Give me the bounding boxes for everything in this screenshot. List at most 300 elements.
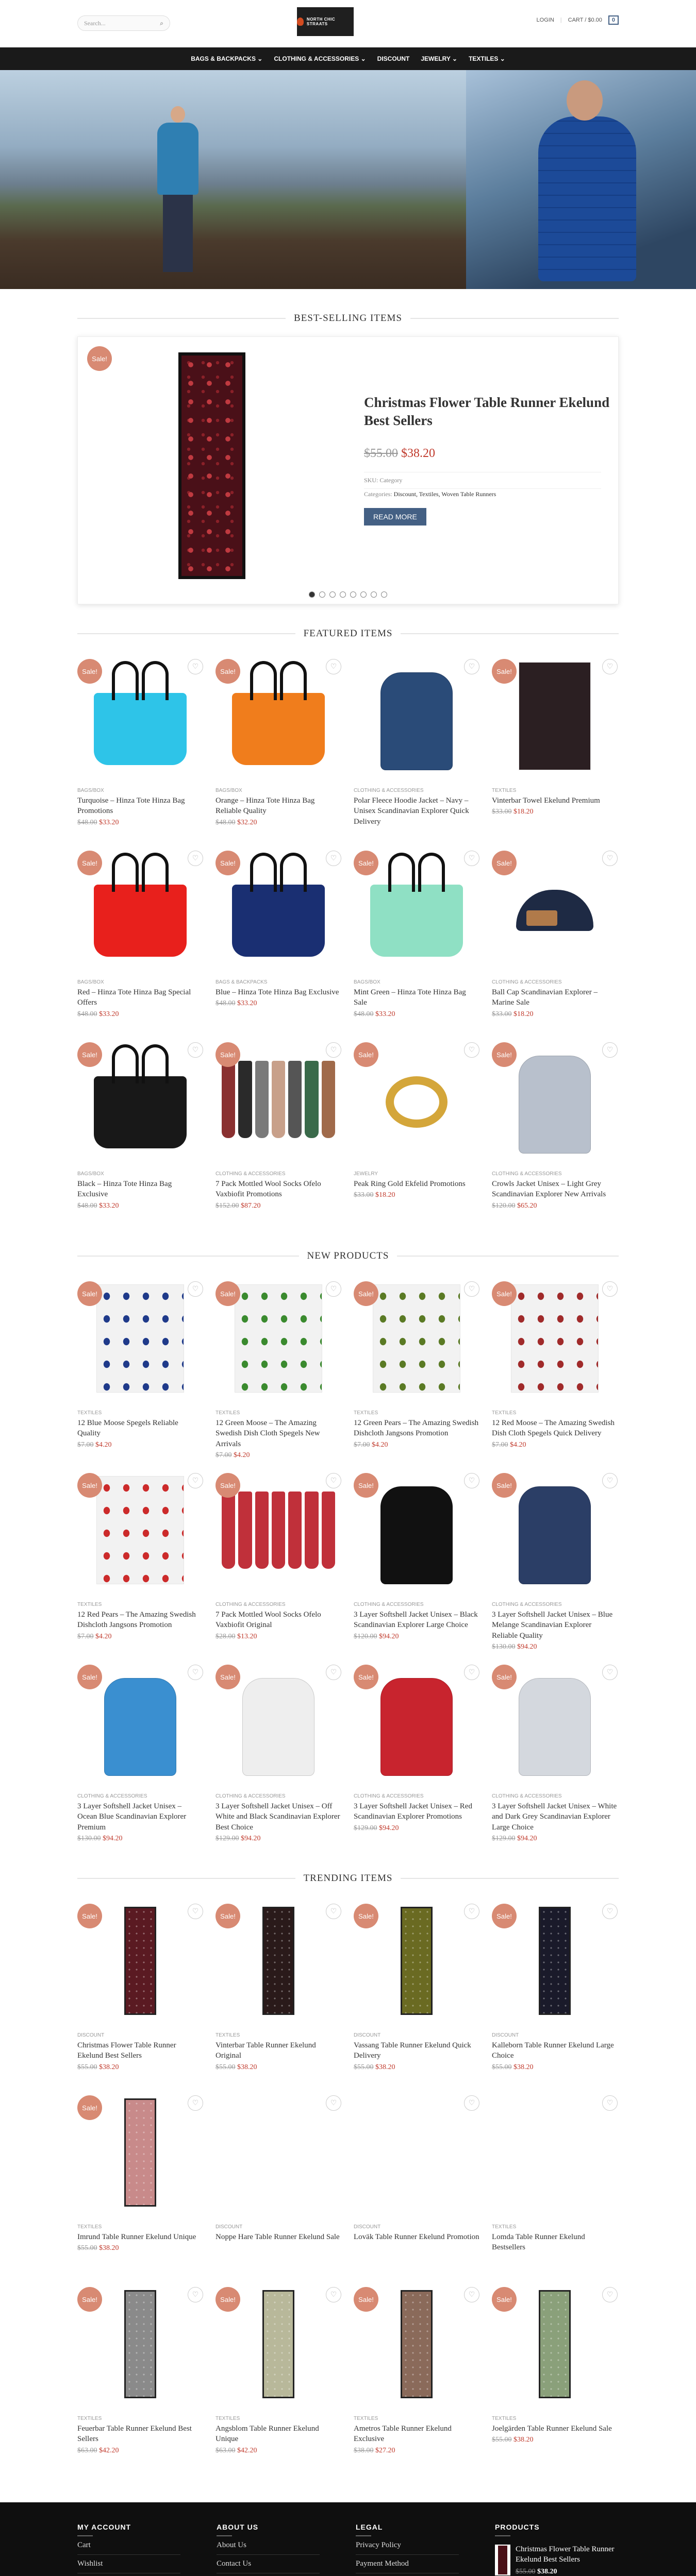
slider-dot[interactable] xyxy=(371,591,377,598)
product-price xyxy=(216,2063,341,2072)
wishlist-heart-icon[interactable]: ♡ xyxy=(188,1281,203,1297)
best-selling-slider[interactable] xyxy=(77,336,619,604)
search-placeholder: Search... xyxy=(84,19,106,27)
footer-about-link[interactable]: Contact Us xyxy=(217,2555,320,2573)
sale-price: $38.20 xyxy=(513,2063,534,2071)
sale-price: $18.20 xyxy=(513,1010,534,1018)
product-name[interactable]: Vassang Table Runner Ekelund Quick Delivery xyxy=(354,2041,471,2060)
slide-title[interactable]: Christmas Flower Table Runner Ekelund Best Sellers xyxy=(364,395,610,429)
product-image[interactable] xyxy=(77,1035,203,1164)
product-card[interactable] xyxy=(77,1035,203,1227)
product-name[interactable]: Loväk Table Runner Ekelund Promotion xyxy=(354,2233,479,2241)
product-category[interactable]: CLOTHING & ACCESSORIES xyxy=(216,1793,286,1799)
old-price: $55.00 xyxy=(354,2063,374,2071)
product-card[interactable] xyxy=(216,652,341,843)
product-price xyxy=(77,2447,203,2455)
bag-image xyxy=(94,1076,187,1148)
sale-badge: Sale! xyxy=(216,1904,240,1928)
product-name[interactable]: Feuerbar Table Runner Ekelund Best Sellers xyxy=(77,2425,192,2444)
product-card[interactable] xyxy=(216,1896,341,2088)
wishlist-heart-icon[interactable]: ♡ xyxy=(326,1042,341,1058)
product-category[interactable]: CLOTHING & ACCESSORIES xyxy=(216,1602,286,1607)
wishlist-heart-icon[interactable]: ♡ xyxy=(602,2287,618,2302)
wishlist-heart-icon[interactable]: ♡ xyxy=(464,1042,479,1058)
wishlist-heart-icon[interactable]: ♡ xyxy=(326,851,341,866)
wishlist-heart-icon[interactable]: ♡ xyxy=(464,1665,479,1680)
product-name[interactable]: 7 Pack Mottled Wool Socks Ofelo Vaxbiofit Original xyxy=(216,1611,321,1630)
product-image[interactable] xyxy=(77,1657,203,1786)
product-image[interactable] xyxy=(492,843,618,972)
product-card[interactable] xyxy=(77,1274,203,1466)
product-category[interactable]: CLOTHING & ACCESSORIES xyxy=(492,1171,562,1177)
site-logo[interactable] xyxy=(297,7,354,36)
wishlist-heart-icon[interactable]: ♡ xyxy=(326,1665,341,1680)
wishlist-heart-icon[interactable]: ♡ xyxy=(602,2095,618,2111)
product-price xyxy=(216,1202,341,1210)
bag-image xyxy=(232,693,325,765)
old-price: $55.00 xyxy=(216,2063,236,2071)
product-category[interactable]: CLOTHING & ACCESSORIES xyxy=(354,1793,424,1799)
search-icon[interactable]: ⌕ xyxy=(160,19,163,27)
product-card[interactable] xyxy=(216,1035,341,1227)
flame-icon xyxy=(297,18,304,26)
product-price xyxy=(216,1835,341,1843)
product-image[interactable] xyxy=(216,2088,341,2217)
footer-about-link[interactable]: About Us xyxy=(217,2536,320,2555)
product-image[interactable] xyxy=(77,652,203,781)
jacket-image xyxy=(380,1678,453,1776)
product-name[interactable]: Noppe Hare Table Runner Ekelund Sale xyxy=(216,2233,340,2241)
product-name[interactable]: Angsblom Table Runner Ekelund Unique xyxy=(216,2425,319,2444)
footer-account-link[interactable] xyxy=(77,2573,180,2576)
slider-dot[interactable] xyxy=(381,591,387,598)
slider-dot[interactable] xyxy=(319,591,325,598)
dishcloth-image xyxy=(235,1284,322,1393)
product-image[interactable] xyxy=(492,1657,618,1786)
product-image[interactable] xyxy=(354,843,479,972)
product-image[interactable] xyxy=(77,2088,203,2217)
wishlist-heart-icon[interactable]: ♡ xyxy=(326,1473,341,1488)
product-card[interactable] xyxy=(492,2280,618,2471)
product-image[interactable] xyxy=(216,1896,341,2025)
product-category[interactable]: BAGS/BOX xyxy=(216,788,242,793)
product-image[interactable] xyxy=(216,843,341,972)
sale-badge: Sale! xyxy=(354,1042,378,1067)
product-name[interactable]: Turquoise – Hinza Tote Hinza Bag Promotions xyxy=(77,796,185,816)
product-category[interactable]: BAGS & BACKPACKS xyxy=(216,979,268,985)
wishlist-heart-icon[interactable]: ♡ xyxy=(188,851,203,866)
product-card[interactable] xyxy=(77,843,203,1035)
product-image[interactable] xyxy=(216,2280,341,2409)
product-image[interactable] xyxy=(77,1466,203,1595)
product-card[interactable] xyxy=(492,1035,618,1227)
product-category[interactable]: TEXTILES xyxy=(216,2416,240,2421)
sale-price: $33.20 xyxy=(99,818,119,826)
slide-categories: Categories: Discount, Textiles, Woven Table Runners xyxy=(364,490,496,498)
product-card[interactable] xyxy=(354,2088,479,2280)
product-category[interactable]: TEXTILES xyxy=(354,1410,378,1416)
product-category[interactable]: TEXTILES xyxy=(492,788,517,793)
product-category[interactable]: DISCOUNT xyxy=(492,2032,519,2038)
product-card[interactable] xyxy=(492,652,618,843)
product-card[interactable] xyxy=(216,1466,341,1657)
sale-badge: Sale! xyxy=(77,1473,102,1498)
product-card[interactable] xyxy=(77,652,203,843)
wishlist-heart-icon[interactable]: ♡ xyxy=(602,1904,618,1919)
wishlist-heart-icon[interactable]: ♡ xyxy=(188,1665,203,1680)
product-name[interactable]: Joelgärden Table Runner Ekelund Sale xyxy=(492,2425,612,2433)
wishlist-heart-icon[interactable]: ♡ xyxy=(602,1281,618,1297)
product-name[interactable]: Kalleborn Table Runner Ekelund Large Choice xyxy=(492,2041,614,2060)
runner-image xyxy=(539,1907,571,2015)
sale-price: $13.20 xyxy=(237,1632,257,1640)
sale-badge: Sale! xyxy=(216,1281,240,1306)
sale-price: $94.20 xyxy=(379,1824,399,1832)
sale-price: $33.20 xyxy=(237,999,257,1008)
old-price: $63.00 xyxy=(216,2446,236,2454)
wishlist-heart-icon[interactable]: ♡ xyxy=(602,851,618,866)
product-image[interactable] xyxy=(178,352,245,579)
hero-image-mountains xyxy=(0,70,466,289)
product-card[interactable] xyxy=(354,843,479,1035)
product-card[interactable] xyxy=(492,1274,618,1466)
product-price xyxy=(492,2063,618,2072)
search-input[interactable] xyxy=(77,15,170,31)
product-category[interactable]: JEWELRY xyxy=(354,1171,378,1177)
product-name[interactable]: 3 Layer Softshell Jacket Unisex – Off White and Black Scandinavian Explorer Best Choice xyxy=(216,1802,340,1832)
wishlist-heart-icon[interactable]: ♡ xyxy=(464,1904,479,1919)
wishlist-heart-icon[interactable]: ♡ xyxy=(464,2095,479,2111)
product-image[interactable] xyxy=(354,652,479,781)
product-card[interactable] xyxy=(216,2088,341,2280)
product-image[interactable] xyxy=(354,1035,479,1164)
sale-badge: Sale! xyxy=(354,851,378,875)
product-price xyxy=(216,999,341,1008)
product-category[interactable]: DISCOUNT xyxy=(77,2032,105,2038)
product-image[interactable] xyxy=(354,1466,479,1595)
product-name[interactable]: Crowls Jacket Unisex – Light Grey Scandinavian Explorer New Arrivals xyxy=(492,1180,606,1199)
nav-item-2[interactable]: DISCOUNT xyxy=(377,55,410,62)
product-card[interactable] xyxy=(77,1896,203,2088)
sale-badge: Sale! xyxy=(77,2287,102,2312)
wishlist-heart-icon[interactable]: ♡ xyxy=(188,659,203,674)
slide-sku: SKU: Category xyxy=(364,472,601,489)
product-name[interactable]: 12 Red Moose – The Amazing Swedish Dish Cloth Spegels Quick Delivery xyxy=(492,1419,615,1438)
product-card[interactable] xyxy=(492,2088,618,2280)
product-category[interactable]: DISCOUNT xyxy=(216,2224,243,2230)
product-image[interactable] xyxy=(354,1896,479,2025)
footer-product-name[interactable]: Christmas Flower Table Runner Ekelund Best Sellers xyxy=(515,2545,615,2564)
section-heading-new: NEW PRODUCTS xyxy=(77,1250,619,1262)
product-card[interactable] xyxy=(492,843,618,1035)
old-price: $48.00 xyxy=(216,999,236,1008)
sale-price: $4.20 xyxy=(95,1632,112,1640)
sale-price: $65.20 xyxy=(517,1201,537,1210)
section-heading-best: BEST-SELLING ITEMS xyxy=(77,313,619,324)
nav-item-3[interactable]: JEWELRY ⌄ xyxy=(421,55,458,62)
footer-about-link[interactable] xyxy=(217,2573,320,2576)
product-image[interactable] xyxy=(216,1466,341,1595)
sale-price: $4.20 xyxy=(234,1451,250,1459)
nav-item-1[interactable]: CLOTHING & ACCESSORIES ⌄ xyxy=(274,55,366,62)
product-price xyxy=(354,2447,479,2455)
new-products-grid xyxy=(77,1274,619,1849)
wishlist-heart-icon[interactable]: ♡ xyxy=(464,659,479,674)
dishcloth-image xyxy=(96,1476,184,1584)
product-name[interactable]: Vinterbar Towel Ekelund Premium xyxy=(492,796,600,805)
wishlist-heart-icon[interactable]: ♡ xyxy=(602,659,618,674)
product-category[interactable]: CLOTHING & ACCESSORIES xyxy=(216,1171,286,1177)
old-price: $7.00 xyxy=(216,1451,232,1459)
nav-item-4[interactable]: TEXTILES ⌄ xyxy=(469,55,505,62)
product-image[interactable] xyxy=(492,1274,618,1403)
old-price: $129.00 xyxy=(216,1834,239,1842)
slide-price: $55.00 $38.20 xyxy=(364,447,435,460)
product-name[interactable]: 3 Layer Softshell Jacket Unisex – Blue Melange Scandinavian Explorer Reliable Quality xyxy=(492,1611,613,1640)
product-name[interactable]: Ametros Table Runner Ekelund Exclusive xyxy=(354,2425,452,2444)
product-category[interactable]: BAGS/BOX xyxy=(77,1171,104,1177)
old-price: $48.00 xyxy=(77,1201,97,1210)
old-price: $7.00 xyxy=(492,1440,508,1449)
wishlist-heart-icon[interactable]: ♡ xyxy=(464,2287,479,2302)
product-name[interactable]: Lomda Table Runner Ekelund Bestsellers xyxy=(492,2233,585,2252)
product-name[interactable]: Peak Ring Gold Ekfelid Promotions xyxy=(354,1180,466,1188)
product-name[interactable]: 3 Layer Softshell Jacket Unisex – Ocean Blue Scandinavian Explorer Premium xyxy=(77,1802,187,1832)
old-price: $130.00 xyxy=(492,1642,516,1651)
product-price xyxy=(216,819,341,827)
product-category[interactable]: CLOTHING & ACCESSORIES xyxy=(354,1602,424,1607)
footer-legal: LEGAL Privacy Policy Payment Method xyxy=(356,2523,495,2576)
wishlist-heart-icon[interactable]: ♡ xyxy=(326,1281,341,1297)
product-card[interactable] xyxy=(492,1896,618,2088)
cart-link[interactable]: CART / $0.00 xyxy=(568,17,602,23)
wishlist-heart-icon[interactable]: ♡ xyxy=(464,851,479,866)
sale-badge: Sale! xyxy=(354,1665,378,1689)
product-category[interactable]: TEXTILES xyxy=(492,2416,517,2421)
product-name[interactable]: 3 Layer Softshell Jacket Unisex – White and Dark Grey Scandinavian Explorer Large Choice xyxy=(492,1802,617,1832)
sale-price: $18.20 xyxy=(375,1191,395,1199)
sale-badge: Sale! xyxy=(354,2287,378,2312)
product-card[interactable] xyxy=(77,2088,203,2280)
product-category[interactable]: TEXTILES xyxy=(216,1410,240,1416)
dishcloth-image xyxy=(373,1284,460,1393)
product-price xyxy=(492,1202,618,1210)
product-card[interactable] xyxy=(354,1274,479,1466)
jacket-image xyxy=(380,1486,453,1584)
read-more-button[interactable]: READ MORE xyxy=(364,508,426,526)
product-image[interactable] xyxy=(492,1896,618,2025)
footer-legal-link[interactable]: Payment Method xyxy=(356,2555,459,2573)
product-card[interactable] xyxy=(354,1035,479,1227)
product-image[interactable] xyxy=(354,2088,479,2217)
wishlist-heart-icon[interactable]: ♡ xyxy=(188,2095,203,2111)
product-category[interactable]: TEXTILES xyxy=(492,1410,517,1416)
product-price xyxy=(492,1010,618,1019)
wishlist-heart-icon[interactable]: ♡ xyxy=(464,1473,479,1488)
sale-price: $32.20 xyxy=(237,818,257,826)
cart-count-badge[interactable]: 0 xyxy=(608,15,619,25)
slider-dot[interactable] xyxy=(360,591,367,598)
product-category[interactable]: DISCOUNT xyxy=(354,2032,381,2038)
product-name[interactable]: 12 Red Pears – The Amazing Swedish Dishcloth Jangsons Promotion xyxy=(77,1611,196,1630)
wishlist-heart-icon[interactable]: ♡ xyxy=(188,1473,203,1488)
product-category[interactable]: CLOTHING & ACCESSORIES xyxy=(492,1602,562,1607)
product-image[interactable] xyxy=(77,2280,203,2409)
product-card[interactable] xyxy=(354,1466,479,1657)
product-card[interactable] xyxy=(492,1466,618,1657)
slider-dot[interactable] xyxy=(309,591,315,598)
product-image[interactable] xyxy=(492,1035,618,1164)
product-image[interactable] xyxy=(216,1274,341,1403)
sale-price: $94.20 xyxy=(379,1632,399,1640)
wishlist-heart-icon[interactable]: ♡ xyxy=(464,1281,479,1297)
sale-price: $4.20 xyxy=(510,1440,526,1449)
wishlist-heart-icon[interactable]: ♡ xyxy=(326,2095,341,2111)
bag-image xyxy=(94,693,187,765)
product-name[interactable]: Polar Fleece Hoodie Jacket – Navy – Unisex Scandinavian Explorer Quick Delivery xyxy=(354,796,469,826)
product-category[interactable]: TEXTILES xyxy=(77,1410,102,1416)
product-name[interactable]: Black – Hinza Tote Hinza Bag Exclusive xyxy=(77,1180,172,1199)
product-category[interactable]: TEXTILES xyxy=(77,2224,102,2230)
product-category[interactable]: CLOTHING & ACCESSORIES xyxy=(492,979,562,985)
wishlist-heart-icon[interactable]: ♡ xyxy=(602,1473,618,1488)
product-name[interactable]: 12 Blue Moose Spegels Reliable Quality xyxy=(77,1419,178,1438)
wishlist-heart-icon[interactable]: ♡ xyxy=(326,1904,341,1919)
product-price xyxy=(77,2063,203,2072)
footer-account-link[interactable]: Cart xyxy=(77,2536,180,2555)
sale-badge: Sale! xyxy=(216,1665,240,1689)
jacket-image xyxy=(519,1486,591,1584)
slider-dot[interactable] xyxy=(329,591,336,598)
product-image[interactable] xyxy=(77,1274,203,1403)
footer-about: ABOUT US About Us Contact Us xyxy=(217,2523,356,2576)
product-name[interactable]: 12 Green Moose – The Amazing Swedish Dish Cloth Spegels New Arrivals xyxy=(216,1419,320,1448)
product-name[interactable]: Red – Hinza Tote Hinza Bag Special Offers xyxy=(77,988,191,1007)
product-name[interactable]: Orange – Hinza Tote Hinza Bag Reliable Quality xyxy=(216,796,315,816)
product-category[interactable]: BAGS/BOX xyxy=(77,788,104,793)
product-card[interactable] xyxy=(354,652,479,843)
sale-price: $94.20 xyxy=(517,1834,537,1842)
product-category[interactable]: CLOTHING & ACCESSORIES xyxy=(354,788,424,793)
product-name[interactable]: Imrund Table Runner Ekelund Unique xyxy=(77,2233,196,2241)
product-price xyxy=(492,808,618,816)
product-category[interactable]: TEXTILES xyxy=(492,2224,517,2230)
product-image[interactable] xyxy=(492,2088,618,2217)
product-image[interactable] xyxy=(216,1035,341,1164)
product-image[interactable] xyxy=(492,1466,618,1595)
product-card[interactable] xyxy=(354,1896,479,2088)
product-category[interactable]: TEXTILES xyxy=(216,2032,240,2038)
product-image[interactable] xyxy=(492,2280,618,2409)
product-card[interactable] xyxy=(216,2280,341,2471)
product-name[interactable]: Blue – Hinza Tote Hinza Bag Exclusive xyxy=(216,988,339,996)
old-price: $129.00 xyxy=(354,1824,377,1832)
jacket-image xyxy=(519,1678,591,1776)
product-category[interactable]: TEXTILES xyxy=(77,1602,102,1607)
product-image[interactable] xyxy=(216,1657,341,1786)
product-card[interactable] xyxy=(216,1274,341,1466)
footer xyxy=(0,2502,696,2576)
product-name[interactable]: 12 Green Pears – The Amazing Swedish Dishcloth Jangsons Promotion xyxy=(354,1419,479,1438)
wishlist-heart-icon[interactable]: ♡ xyxy=(602,1665,618,1680)
product-name[interactable]: Christmas Flower Table Runner Ekelund Best Sellers xyxy=(77,2041,176,2060)
sale-badge: Sale! xyxy=(77,1665,102,1689)
product-image[interactable] xyxy=(77,843,203,972)
wishlist-heart-icon[interactable]: ♡ xyxy=(326,659,341,674)
product-name[interactable]: 3 Layer Softshell Jacket Unisex – Black Scandinavian Explorer Large Choice xyxy=(354,1611,478,1630)
product-card[interactable] xyxy=(492,1657,618,1849)
product-name[interactable]: Mint Green – Hinza Tote Hinza Bag Sale xyxy=(354,988,466,1007)
product-card[interactable] xyxy=(354,2280,479,2471)
product-image[interactable] xyxy=(492,652,618,781)
jacket-image xyxy=(104,1678,176,1776)
jacket-image xyxy=(519,1056,591,1154)
product-card[interactable] xyxy=(216,1657,341,1849)
sale-price: $94.20 xyxy=(103,1834,123,1842)
nav-item-0[interactable]: BAGS & BACKPACKS ⌄ xyxy=(191,55,263,62)
product-name[interactable]: Ball Cap Scandinavian Explorer – Marine Sale xyxy=(492,988,598,1007)
wishlist-heart-icon[interactable]: ♡ xyxy=(188,1042,203,1058)
sale-badge: Sale! xyxy=(87,346,112,371)
footer-products: PRODUCTS Christmas Flower Table Runner Ekelund Best Sellers $55.00 $38.20 xyxy=(495,2523,619,2576)
product-image[interactable] xyxy=(354,1657,479,1786)
product-image[interactable] xyxy=(216,652,341,781)
bag-image xyxy=(370,885,463,957)
product-category[interactable]: TEXTILES xyxy=(354,2416,378,2421)
runner-image xyxy=(124,1907,156,2015)
sale-price: $94.20 xyxy=(517,1642,537,1651)
product-card[interactable] xyxy=(77,1657,203,1849)
product-card[interactable] xyxy=(216,843,341,1035)
wishlist-heart-icon[interactable]: ♡ xyxy=(326,2287,341,2302)
slider-dot[interactable] xyxy=(340,591,346,598)
product-category[interactable]: CLOTHING & ACCESSORIES xyxy=(492,1793,562,1799)
product-category[interactable]: TEXTILES xyxy=(77,2416,102,2421)
product-image[interactable] xyxy=(354,1274,479,1403)
sale-badge: Sale! xyxy=(492,851,517,875)
footer-product-thumb[interactable] xyxy=(495,2545,510,2575)
product-image[interactable] xyxy=(77,1896,203,2025)
footer-legal-link[interactable] xyxy=(356,2573,459,2576)
product-category[interactable]: BAGS/BOX xyxy=(354,979,380,985)
login-link[interactable]: LOGIN xyxy=(536,17,554,23)
product-card[interactable] xyxy=(354,1657,479,1849)
wishlist-heart-icon[interactable]: ♡ xyxy=(602,1042,618,1058)
footer-legal-link[interactable]: Privacy Policy xyxy=(356,2536,459,2555)
wishlist-heart-icon[interactable]: ♡ xyxy=(188,1904,203,1919)
product-category[interactable]: BAGS/BOX xyxy=(77,979,104,985)
cap-image xyxy=(516,890,593,931)
old-price: $48.00 xyxy=(77,818,97,826)
footer-account-link[interactable]: Wishlist xyxy=(77,2555,180,2573)
sale-badge: Sale! xyxy=(354,1473,378,1498)
product-image[interactable] xyxy=(354,2280,479,2409)
product-category[interactable]: CLOTHING & ACCESSORIES xyxy=(77,1793,147,1799)
product-card[interactable] xyxy=(77,1466,203,1657)
product-name[interactable]: Vinterbar Table Runner Ekelund Original xyxy=(216,2041,316,2060)
product-card[interactable] xyxy=(77,2280,203,2471)
product-category[interactable]: DISCOUNT xyxy=(354,2224,381,2230)
product-name[interactable]: 3 Layer Softshell Jacket Unisex – Red Scandinavian Explorer Promotions xyxy=(354,1802,472,1821)
sale-badge: Sale! xyxy=(216,851,240,875)
socks-image xyxy=(222,1061,335,1138)
logo-text: NORTH CHIC STRAATS xyxy=(306,17,336,26)
slider-dot[interactable] xyxy=(350,591,356,598)
product-name[interactable]: 7 Pack Mottled Wool Socks Ofelo Vaxbiofit Promotions xyxy=(216,1180,321,1199)
product-price xyxy=(354,1191,479,1199)
wishlist-heart-icon[interactable]: ♡ xyxy=(188,2287,203,2302)
main-nav xyxy=(0,47,696,70)
